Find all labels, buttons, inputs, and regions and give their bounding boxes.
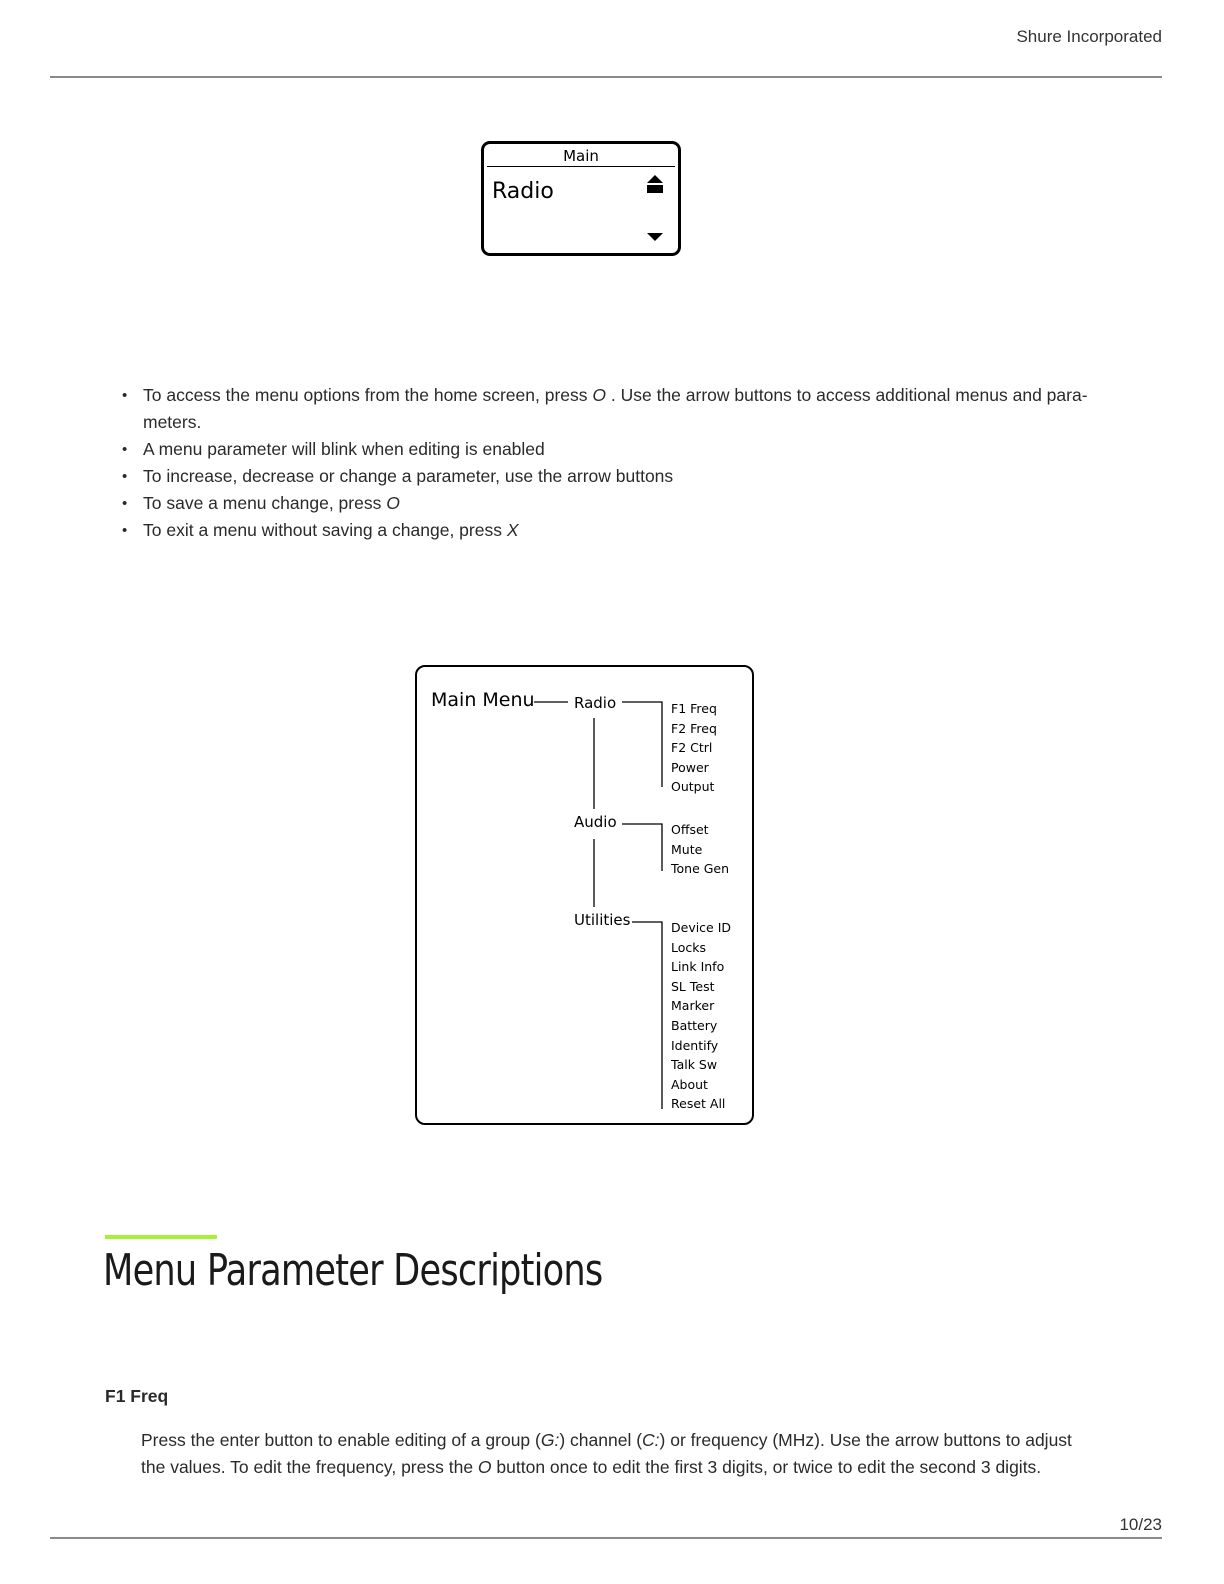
eject-up-arrow-icon: [646, 174, 664, 194]
menu-root-label: Main Menu: [431, 689, 535, 711]
menu-item: About: [671, 1076, 708, 1092]
menu-item: Talk Sw: [671, 1057, 718, 1073]
menu-item: Offset: [671, 822, 709, 837]
menu-category-radio: Radio: [574, 694, 617, 712]
menu-item: Output: [671, 779, 715, 795]
enter-key-label: O: [592, 385, 607, 405]
menu-tree-diagram: [415, 665, 754, 1125]
header-divider: [50, 76, 1162, 78]
lcd-title: Main: [563, 147, 599, 165]
instruction-item: • To save a menu change, press O: [122, 490, 1112, 517]
menu-item: F2 Freq: [671, 720, 717, 736]
instruction-item: • To access the menu options from the home screen, press O . Use the arrow buttons to access additional menus and para-meters.: [122, 382, 1112, 436]
menu-item: F2 Ctrl: [671, 740, 713, 756]
menu-item: Reset All: [671, 1096, 726, 1112]
lcd-display-illustration: [481, 141, 681, 256]
menu-item: Link Info: [671, 959, 725, 975]
section-title: Menu Parameter Descriptions: [103, 1245, 603, 1296]
menu-utilities-items: [671, 918, 731, 1114]
instruction-item: • To exit a menu without saving a change, press X: [122, 517, 1112, 544]
menu-item: Locks: [671, 939, 707, 955]
menu-category-utilities: Utilities: [574, 911, 631, 929]
header-company-name: Shure Incorporated: [1016, 27, 1162, 46]
menu-item: Identify: [671, 1037, 719, 1053]
menu-item: F1 Freq: [671, 701, 717, 716]
menu-item: Device ID: [671, 920, 732, 935]
menu-radio-items: [671, 699, 717, 797]
lcd-divider: [487, 166, 675, 167]
menu-audio-items: [671, 820, 729, 879]
parameter-heading: F1 Freq: [105, 1386, 169, 1406]
menu-item: Marker: [671, 998, 715, 1014]
exit-key-label: X: [506, 520, 519, 540]
footer-divider: [50, 1537, 1162, 1539]
menu-item: Power: [671, 759, 709, 775]
menu-item: Mute: [671, 841, 703, 857]
parameter-description: Press the enter button to enable editing of a group (G:) channel (C:) or frequency (MHz). Use the arrow buttons to adjust the values. To edit the frequency, press the O button once to edit the first 3 digits, or twice to edit the second 3 digits.: [141, 1430, 1072, 1477]
page-number: 10/23: [1119, 1515, 1162, 1534]
enter-key-label: O: [386, 493, 400, 513]
menu-category-audio: Audio: [574, 813, 617, 831]
lcd-value: Radio: [492, 179, 554, 204]
menu-item: SL Test: [671, 978, 715, 994]
menu-item: Tone Gen: [671, 861, 730, 877]
menu-item: Battery: [671, 1017, 718, 1033]
down-triangle-icon: [646, 232, 664, 242]
instruction-item: • A menu parameter will blink when editing is enabled: [122, 436, 1112, 463]
section-accent-bar: [105, 1235, 217, 1239]
instructions-list: [122, 382, 1112, 544]
instruction-item: • To increase, decrease or change a parameter, use the arrow buttons: [122, 463, 1112, 490]
